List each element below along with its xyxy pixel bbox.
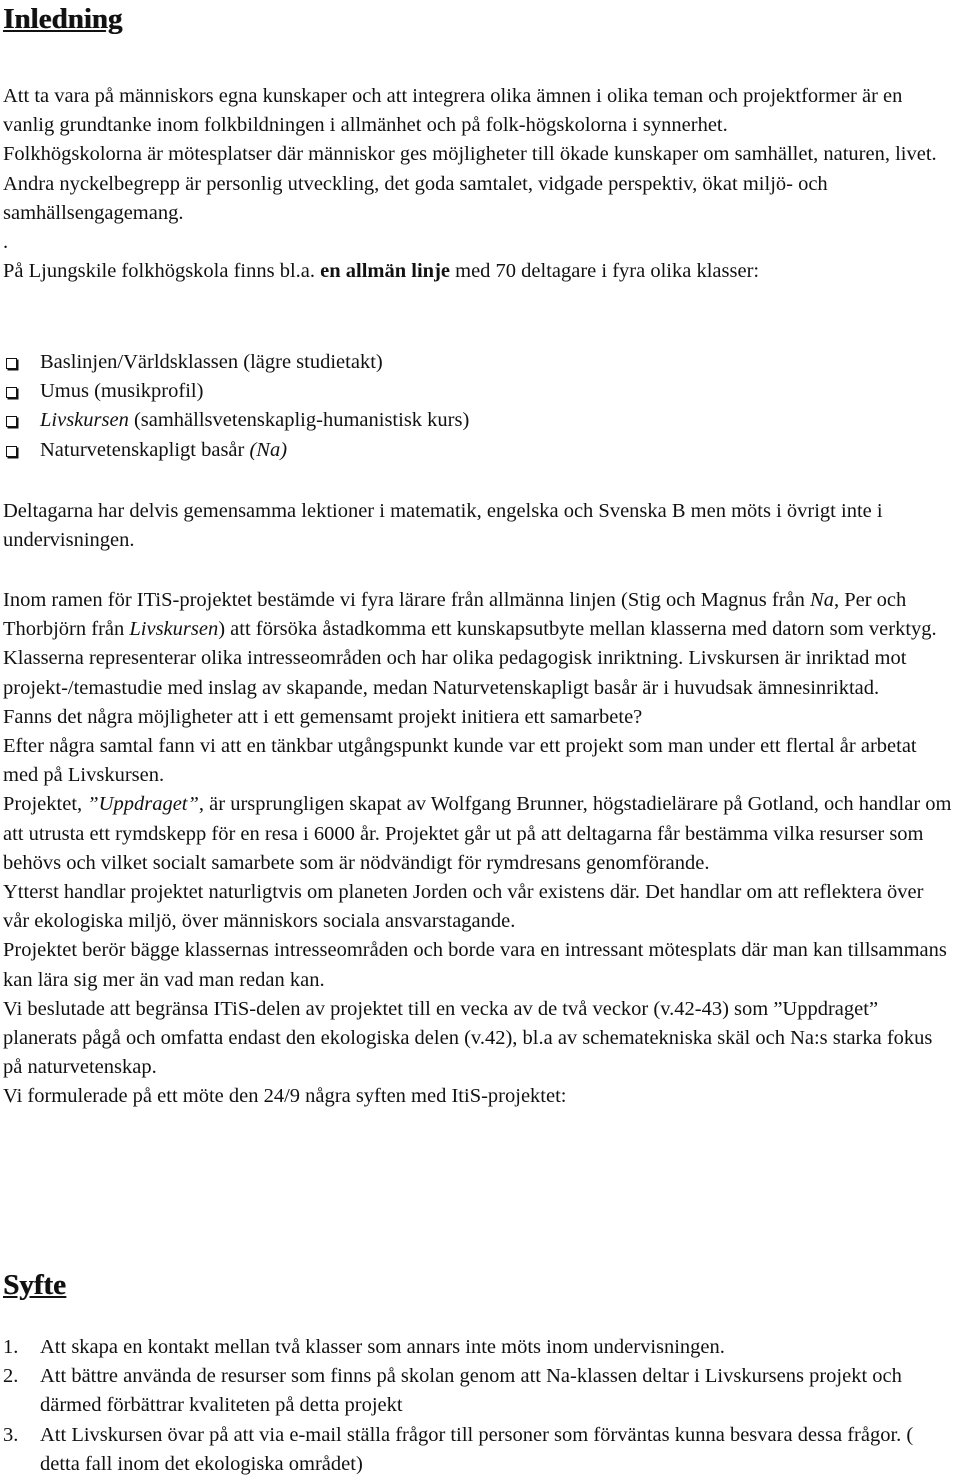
- intro-p3-bold: en allmän linje: [320, 260, 450, 283]
- intro-paragraph-1: Att ta vara på människors egna kunskaper och att integrera olika ämnen i olika teman och projektformer är en vanlig grundtanke inom folkbildningen i allmänhet och på folk-högskolorna i synnerhet.: [3, 85, 903, 137]
- heading-inledning: Inledning: [3, 3, 123, 35]
- heading-syfte: Syfte: [3, 1269, 66, 1301]
- list-item-text: Att bättre använda de resurser som finns på skolan genom att Na-klassen deltar i Livskursens projekt och därmed förbättrar kvaliteten på detta projekt: [40, 1365, 902, 1417]
- list-item: [3, 1421, 953, 1479]
- paragraph-4-section: [3, 497, 953, 555]
- intro-p3-post: med 70 deltagare i fyra olika klasser:: [450, 260, 760, 283]
- list-item-text: Baslinjen/Världsklassen (lägre studietakt): [40, 351, 383, 373]
- list-item-text: Att skapa en kontakt mellan två klasser som annars inte möts inom undervisningen.: [40, 1336, 725, 1358]
- list-item-italic: (Na): [249, 438, 288, 461]
- body-paragraph-13: Vi formulerade på ett möte den 24/9 några syften med ItiS-projektet:: [3, 1085, 567, 1108]
- list-item-number: 2.: [3, 1365, 19, 1388]
- intro-dot: .: [3, 231, 9, 254]
- p9-text-a: Projektet,: [3, 793, 88, 816]
- classes-list-section: [3, 348, 953, 465]
- list-item-text: Naturvetenskapligt basår: [40, 438, 250, 461]
- checkbox-bullet-icon: [6, 358, 17, 369]
- body-paragraph-4: Deltagarna har delvis gemensamma lektioner i matematik, engelska och Svenska B men möts i övrigt inte i undervisningen.: [3, 500, 883, 552]
- list-item: [3, 436, 953, 465]
- aims-list: [3, 1333, 953, 1479]
- body-paragraph-10: Ytterst handlar projektet naturligtvis om planeten Jorden och vår existens där. Det handlar om att reflektera över vår ekologiska miljö, över människors sociala ansvarstagande.: [3, 881, 924, 933]
- list-item-text: Att Livskursen övar på att via e-mail ställa frågor till personer som förväntas kunna besvara dessa frågor. ( detta fall inom det ekologiska området): [40, 1423, 914, 1475]
- list-item: [3, 377, 953, 406]
- checkbox-bullet-icon: [6, 416, 17, 427]
- p5-italic-na: Na: [810, 589, 834, 611]
- body-paragraph-12: Vi beslutade att begränsa ITiS-delen av projektet till en vecka av de två veckor (v.42-43) som ”Uppdraget” planerats pågå och omfatta endast den ekologiska delen (v.42), bl.a av schematekniska skäl och Na:s starka fokus på naturvetenskap.: [3, 997, 933, 1079]
- intro-paragraph-3: [3, 257, 953, 286]
- main-body-section: [3, 586, 953, 1112]
- list-item: [3, 348, 953, 377]
- body-paragraph-5: [3, 586, 953, 644]
- intro-paragraph-2: Folkhögskolorna är mötesplatser där människor ges möjligheter till ökade kunskaper om samhället, naturen, livet. Andra nyckelbegrepp är personlig utveckling, det goda samtalet, vidgade perspektiv, ökat miljö- och samhällsengagemang.: [3, 143, 937, 224]
- p5-text-a: Inom ramen för ITiS-projektet bestämde vi fyra lärare från allmänna linjen (Stig och Magnus från: [3, 589, 811, 611]
- aims-section: [3, 1333, 953, 1479]
- list-item-text: (samhällsvetenskaplig-humanistisk kurs): [128, 409, 470, 432]
- body-paragraph-11: Projektet berör bägge klassernas intresseområden och borde vara en intressant mötesplats där man kan tillsammans kan lära sig mer än vad man redan kan.: [3, 939, 947, 991]
- p9-text-b: , är ursprungligen skapat av Wolfgang Brunner, högstadielärare på Gotland, och handlar om att utrusta ett rymdskepp för en resa i 6000 år. Projektet går ut på att deltagarna får bestämma vilka resurser som behövs och vilket socialt samarbete som är nödvändigt för rymdresans genomförande.: [3, 793, 952, 874]
- body-paragraph-8: Efter några samtal fann vi att en tänkbar utgångspunkt kunde var ett projekt som man under ett flertal år arbetat med på Livskursen.: [3, 735, 917, 787]
- body-paragraph-9: [3, 790, 953, 878]
- list-item-number: 1.: [3, 1336, 19, 1358]
- p9-title-italic: ”Uppdraget”: [87, 793, 199, 816]
- p5-text-c: ) att försöka åstadkomma ett kunskapsutbyte mellan klasserna med datorn som verktyg.: [218, 618, 937, 641]
- checkbox-bullet-icon: [6, 446, 17, 457]
- list-item: [3, 1333, 953, 1362]
- p5-text-b: , Per och Thorbjörn från: [3, 589, 907, 641]
- checkbox-bullet-icon: [6, 387, 17, 398]
- list-item-italic: Livskursen: [40, 409, 129, 432]
- list-item: [3, 1362, 953, 1420]
- body-paragraph-6: Klasserna representerar olika intresseområden och har olika pedagogisk inriktning. Livskursen är inriktad mot projekt-/temastudie med inslag av skapande, medan Naturvetenskapligt basår är i huvudsak ämnesinriktad.: [3, 647, 907, 699]
- list-item: [3, 406, 953, 435]
- classes-list: [3, 348, 953, 465]
- list-item-text: Umus (musikprofil): [40, 380, 204, 403]
- p5-italic-livskursen: Livskursen: [129, 618, 219, 641]
- body-paragraph-7: Fanns det några möjligheter att i ett gemensamt projekt initiera ett samarbete?: [3, 705, 643, 728]
- intro-section: [3, 82, 953, 286]
- list-item-number: 3.: [3, 1423, 19, 1446]
- intro-p3-pre: På Ljungskile folkhögskola finns bl.a.: [3, 260, 321, 283]
